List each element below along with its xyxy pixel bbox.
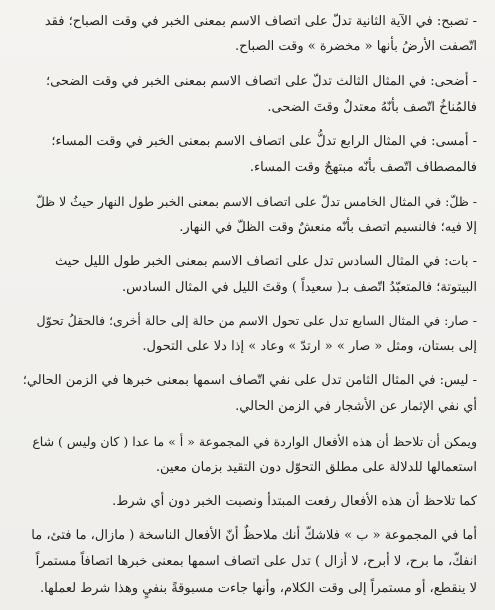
text-line: فالمصطاف اتّصف بأنّه مبتهجٌ وقت المساء. [249, 160, 477, 175]
text-line: - ليس: في المثال الثامن تدل على نفي اتّصاف اسمها بمعنى خبرها في الزمن الحالي؛ [22, 373, 477, 388]
text-line: - صار: في المثال السابع تدل على تحول الاسم من حالة إلى حالة أخرى؛ فالحقلُ تحوّل [36, 313, 477, 328]
text-line: أما في المجموعة « ب » فلاشكّ أنك ملاحظٌ أنّ الأفعال الناسخة ( مازال، ما فتئ، ما [31, 528, 477, 543]
text-line: - أمسى: في المثال الرابع تدلُّ على اتصاف الاسم بمعنى الخبر في وقت المساء؛ [51, 134, 477, 149]
text-line: اتّصفت الأرضُ بأنها « مخضرة » وقت الصباح. [235, 39, 477, 54]
text-line: إلا فيه؛ فالنسيم اتصف بأنّه منعشٌ وقت الظلّ في النهار. [179, 220, 477, 235]
text-line: - ظلّ: في المثال الخامس تدلّ على اتصاف الاسم بمعنى الخبر طول النهار حيثُ لا ظلّ [35, 194, 477, 209]
text-line: انفكّ، ما برح، لا أبرح، لا أزال ) تدل على اتصاف اسمها بمعنى خبرها اتصافاً مستمراً [35, 554, 477, 569]
text-line: لا ينقطع، أو مستمراً إلى وقت الكلام، وأنها جاءت مسبوقةً بنفيٍ وهذا شرط لعملها. [39, 581, 477, 596]
text-line: - تصبح: في الآية الثانية تدلّ على اتصاف الاسم بمعنى الخبر في وقت الصباح؛ فقد [44, 14, 477, 29]
text-line: أي نفي الإثمار عن الأشجار في الزمن الحالي. [235, 399, 477, 414]
text-line: كما تلاحظ أن هذه الأفعال رفعت المبتدأ ونصبت الخبر دون أي شرط. [112, 494, 477, 509]
text-line: - بات: في المثال السادس تدل على اتصاف الاسم بمعنى الخبر طول الليل حيث [55, 254, 477, 269]
text-line: ويمكن أن تلاحظ أن هذه الأفعال الواردة في المجموعة « أ » ما عدا ( كان وليس ) شاع [32, 434, 477, 449]
text-line: إلى بستان، ومثل « صار » « ارتدّ » وعاد » إذا دلا على التحول. [142, 339, 477, 354]
text-line: استعمالها للدلالة على مطلق التحوّل دون التقيد بزمان معين. [155, 460, 477, 475]
text-line: فالمُناخُ اتّصف بأنّهُ معتدلٌ وقتَ الضحى. [267, 100, 477, 115]
text-line: - أضحى: في المثال الثالث تدلّ على اتصاف الاسم بمعنى الخبر في وقت الضحى؛ [45, 74, 477, 89]
text-line: البيتوتة؛ فالمتعبّدُ اتّصف بـ( سعيداً ) وقتَ الليل في المثال السادس. [121, 280, 477, 295]
